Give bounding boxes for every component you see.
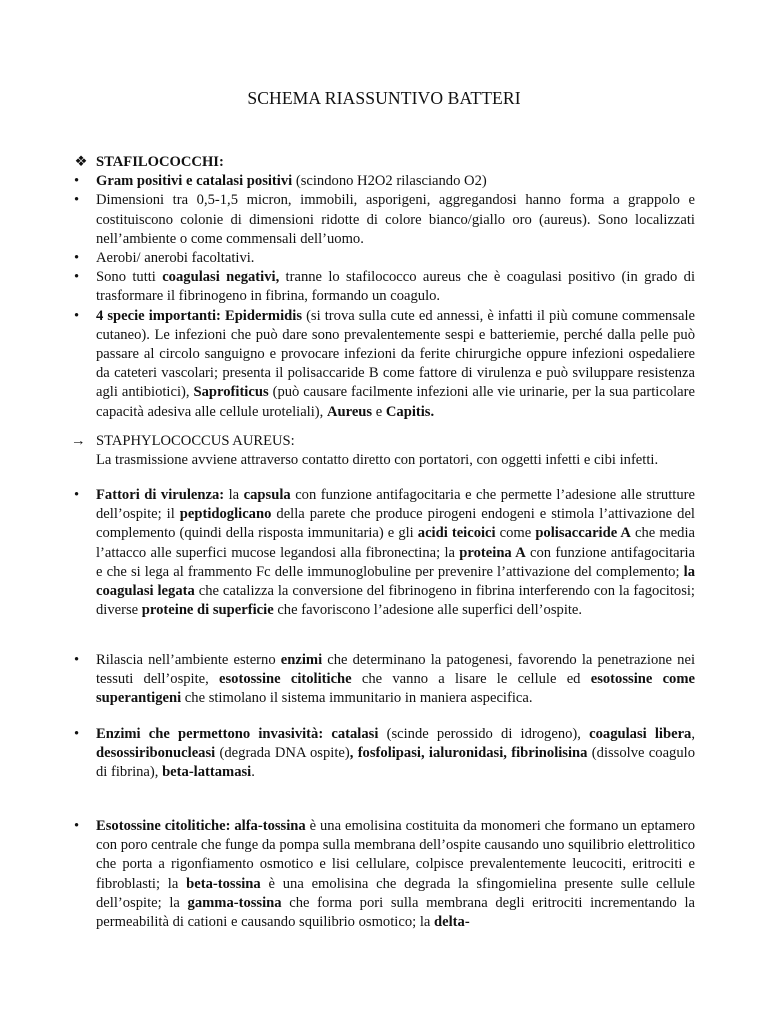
text: che catalizza la conversione del fibrinogeno in fibrina interferendo con la fagocitosi; diverse bbox=[96, 583, 695, 619]
text: che forma pori sulla membrana degli eritrociti incrementando la permeabilità di cationi e causando squilibrio osmotico; la bbox=[96, 894, 695, 931]
text: tranne lo stafilococco aureus che è coagulasi positivo (in grado di trasformare il fibrinogeno in fibrina, formando un coagulo. bbox=[96, 269, 695, 305]
bold-text: coagulasi libera bbox=[589, 726, 692, 742]
text: e bbox=[372, 403, 386, 420]
text: (dissolve coagulo di fibrina), bbox=[96, 745, 695, 781]
section-staphylococcus-aureus bbox=[71, 432, 695, 470]
bold-text: enzimi bbox=[280, 652, 323, 668]
text: (scinde perossido di idrogeno), bbox=[378, 726, 590, 742]
bold-text: , fosfolipasi, ialuronidasi, fibrinolisina bbox=[349, 745, 588, 762]
bold-text: la coagulasi legata bbox=[96, 563, 695, 600]
bold-text: Gram positivi e catalasi positivi bbox=[96, 173, 293, 190]
arrow-right-icon: → bbox=[71, 433, 86, 449]
list-item bbox=[74, 651, 695, 709]
bold-text: coagulasi negativi, bbox=[162, 269, 280, 286]
text: Sono tutti bbox=[96, 269, 163, 286]
bold-text: peptidoglicano bbox=[179, 506, 272, 523]
intro-paragraph bbox=[96, 451, 695, 470]
list-item bbox=[74, 191, 695, 249]
bold-text: desossiribonucleasi bbox=[96, 745, 216, 762]
bold-text: capsula bbox=[243, 487, 291, 503]
text: è una emolisina che degrada la sfingomielina presente sulle cellule dell’ospite; la bbox=[96, 875, 695, 911]
bold-text: Enzimi che permettono invasività: catalasi bbox=[96, 726, 379, 742]
bold-text: polisaccaride A bbox=[535, 525, 631, 542]
text: con funzione antifagocitaria e che si lega al frammento Fc delle immunoglobuline per prevenire l’attivazione del complemento; bbox=[96, 544, 695, 580]
text: che stimolano il sistema immunitario in maniera aspecifica. bbox=[181, 690, 533, 707]
section-heading-aureus bbox=[71, 432, 695, 451]
text: (può causare facilmente infezioni alle vie urinarie, per la sua particolare capacità adesiva alle cellule uroteliali), bbox=[96, 384, 695, 420]
page-title: SCHEMA RIASSUNTIVO BATTERI bbox=[247, 88, 521, 108]
bold-text: proteine di superficie bbox=[141, 602, 274, 619]
bullet-icon: • bbox=[74, 726, 80, 742]
bullet-icon: • bbox=[74, 250, 80, 267]
section-heading-stafilococchi bbox=[74, 153, 695, 172]
list-item bbox=[74, 249, 695, 268]
list-item-esotossine bbox=[74, 817, 695, 932]
text: che determinano la patogenesi, favorendo la penetrazione nei tessuti dell’ospite, bbox=[96, 652, 695, 688]
text: che media l’attacco alle superfici mucose legandosi alla fibronectina; la bbox=[96, 525, 695, 561]
bold-text: beta-lattamasi bbox=[162, 764, 252, 781]
text: è una emolisina costituita da monomeri che formano un eptamero con poro centrale che funge da pompa sulla membrana dell’ospite causando uno squilibrio elettrolitico che porta a rigonfiamento osmotico e lisi cellulare, colpisce prevalentemente leucociti, eritrociti e fibroblasti; la bbox=[96, 818, 695, 892]
bold-text: esotossine citolitiche bbox=[219, 671, 352, 688]
list-item-virulenza bbox=[74, 486, 695, 620]
text: Dimensioni tra 0,5-1,5 micron, immobili, asporigeni, aggregandosi hanno forma a grappolo e costituiscono colonie di dimensioni ridotte di colore bianco/giallo oro (aureus). Sono localizzati nell’ambiente o come commensali dell’uomo. bbox=[96, 192, 695, 247]
bullet-icon: • bbox=[74, 487, 80, 503]
bold-text: proteina A bbox=[459, 544, 526, 561]
bullet-icon: • bbox=[74, 173, 80, 190]
heading-text: STAPHYLOCOCCUS AUREUS: bbox=[96, 433, 295, 449]
bold-text: 4 specie importanti: Epidermidis bbox=[96, 307, 302, 324]
diamond-bullet-icon: ❖ bbox=[74, 154, 88, 170]
list-item bbox=[74, 268, 695, 306]
text: , bbox=[691, 726, 696, 742]
bold-text: delta- bbox=[434, 914, 470, 931]
text: La trasmissione avviene attraverso contatto diretto con portatori, con oggetti infetti e cibi infetti. bbox=[96, 452, 659, 469]
text: che vanno a lisare le cellule ed bbox=[351, 671, 591, 688]
bold-text: Capitis. bbox=[385, 403, 435, 420]
text: come bbox=[495, 525, 536, 542]
list-item bbox=[74, 486, 695, 620]
text: Aerobi/ anerobi facoltativi. bbox=[96, 250, 255, 267]
list-item bbox=[74, 307, 695, 422]
bold-text: Aureus bbox=[326, 403, 373, 420]
bullet-icon: • bbox=[74, 818, 80, 834]
bold-text: Fattori di virulenza: bbox=[96, 487, 225, 503]
text: Rilascia nell’ambiente esterno bbox=[96, 652, 281, 668]
text: che favoriscono l’adesione alle superfici dell’ospite. bbox=[273, 602, 583, 619]
list-item-enzimi bbox=[74, 725, 696, 783]
bold-text: gamma-tossina bbox=[187, 894, 282, 911]
bold-text: acidi teicoici bbox=[417, 525, 496, 542]
text: (scindono H2O2 rilasciando O2) bbox=[292, 173, 487, 190]
list-item-rilascia bbox=[74, 651, 695, 709]
bold-text: Esotossine citolitiche: alfa-tossina bbox=[96, 818, 306, 834]
bullet-icon: • bbox=[74, 192, 80, 209]
bold-text: Saprofiticus bbox=[193, 384, 269, 401]
list-item bbox=[74, 172, 695, 191]
text: con funzione antifagocitaria e che permette l’adesione alle strutture dell’ospite; il bbox=[96, 487, 695, 523]
list-item bbox=[74, 817, 695, 932]
bold-text: beta-tossina bbox=[186, 875, 261, 892]
bullet-icon: • bbox=[74, 652, 80, 668]
section-stafilococchi bbox=[74, 153, 695, 422]
bullet-icon: • bbox=[74, 307, 80, 324]
text: (degrada DNA ospite) bbox=[215, 745, 350, 762]
bullet-icon: • bbox=[74, 269, 80, 286]
text: della parete che produce pirogeni endogeni e stimola l’attivazione del complemento (quindi della risposta immunitaria) e gli bbox=[96, 506, 695, 542]
bold-text: esotossine come superantigeni bbox=[96, 671, 695, 707]
text: . bbox=[251, 764, 255, 781]
heading-text: STAFILOCOCCHI: bbox=[96, 154, 224, 170]
list-item bbox=[74, 725, 696, 783]
text: la bbox=[224, 487, 244, 503]
text: (si trova sulla cute ed annessi, è infatti il più comune commensale cutaneo). Le infezioni che può dare sono prevalentemente sespi e batteriemie, perché dalla pelle può passare al circolo sanguigno e provocare infezioni da ferite chirurgiche oppure infezioni ospedaliere da cateteri vascolari; presenta il polisaccaride B come fattore di virulenza e può sviluppare resistenza agli antibiotici), bbox=[96, 307, 695, 401]
